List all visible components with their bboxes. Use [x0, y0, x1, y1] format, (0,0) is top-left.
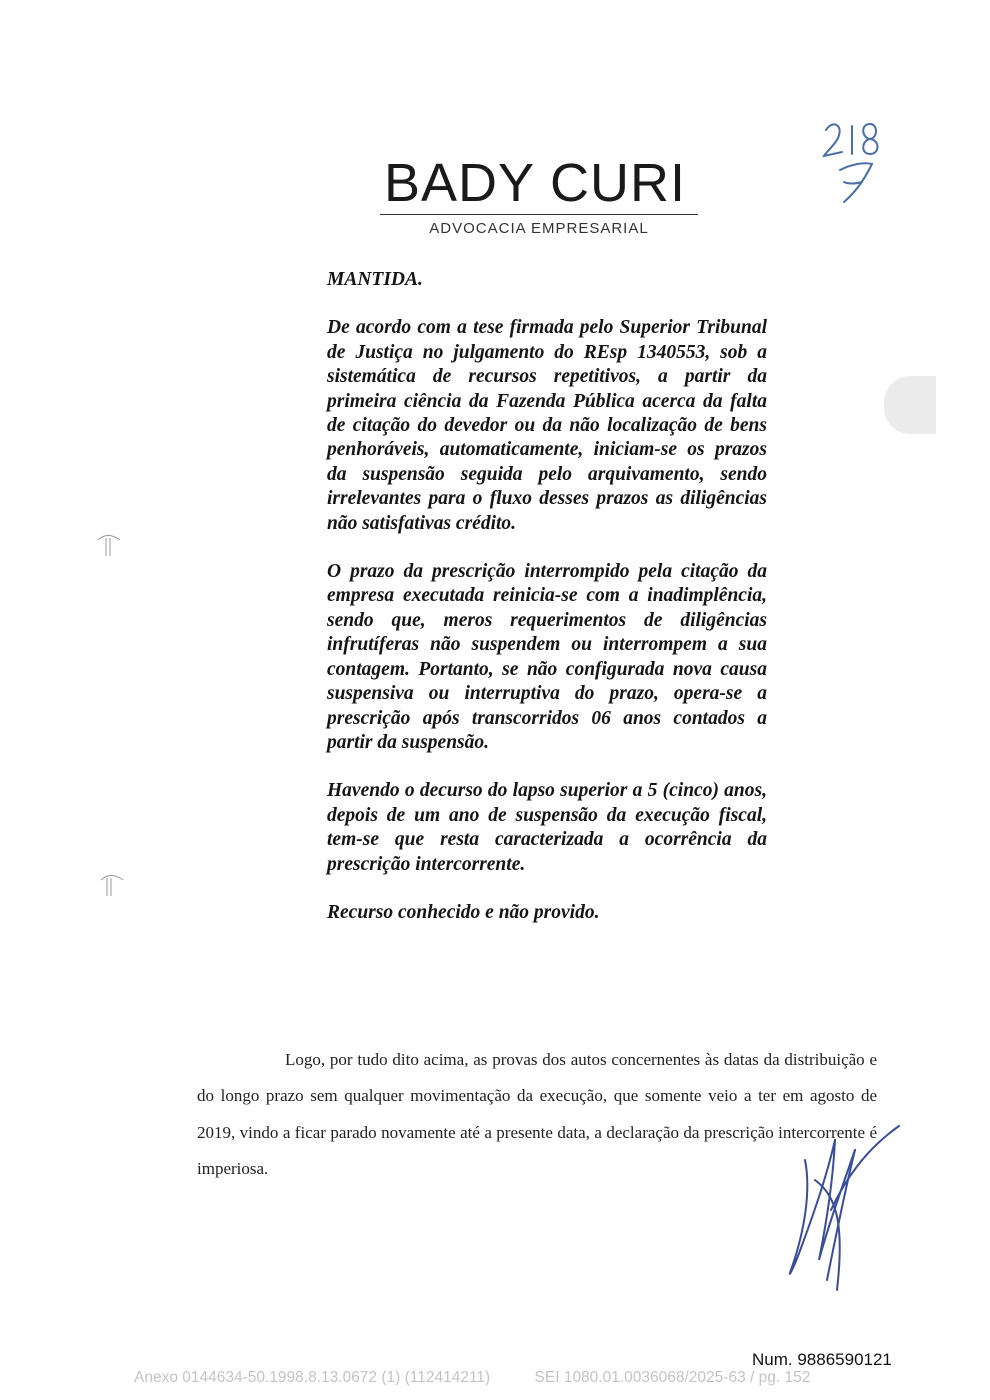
scan-side-stamp [884, 376, 936, 434]
punch-hole-mark [97, 868, 127, 898]
quoted-ementa [327, 268, 767, 925]
ementa-paragraph: De acordo com a tese firmada pelo Superior Tribunal de Justiça no julgamento do REsp 1340553, sob a sistemática de recursos repetitivos, a partir da primeira ciência da Fazenda Pública acerca da falta de citação do devedor ou da não localização de bens penhoráveis, automaticamente, iniciam-se os prazos da suspensão seguida pelo arquivamento, sendo irrelevantes para o fluxo desses prazos as diligências não satisfativas crédito. [327, 317, 767, 534]
handwritten-signature [775, 1120, 905, 1295]
letterhead-rule [380, 214, 698, 215]
firm-tagline: ADVOCACIA EMPRESARIAL [429, 220, 649, 237]
footer-reference [134, 1369, 894, 1387]
ementa-paragraph: Havendo o decurso do lapso superior a 5 (cinco) anos, depois de um ano de suspensão da execução fiscal, tem-se que resta caracterizada a ocorrência da prescrição intercorrente. [327, 780, 767, 875]
annex-reference: Anexo 0144634-50.1998.8.13.0672 (1) (112414211) [134, 1369, 491, 1386]
firm-name: BADY CURI [383, 153, 687, 213]
letterhead [370, 152, 700, 237]
ementa-paragraph: O prazo da prescrição interrompido pela citação da empresa executada reinicia-se com a inadimplência, sendo que, meros requerimentos de diligências infrutíferas não suspendem ou interrompem a sua contagem. Portanto, se não configurada nova causa suspensiva ou interruptiva do prazo, opera-se a prescrição após transcorridos 06 anos contados a partir da suspensão. [327, 561, 767, 753]
sei-reference: SEI 1080.01.0036068/2025-63 / pg. 152 [534, 1369, 811, 1386]
body-paragraph: Logo, por tudo dito acima, as provas dos autos concernentes às datas da distribuição e do longo prazo sem qualquer movimentação da execução, que somente veio a ter em agosto de 2019, vindo a ficar parado novamente até a presente data, a declaração da prescrição intercorrente é imperiosa. [197, 1050, 877, 1179]
handwritten-folio-mark [818, 112, 888, 207]
ementa-paragraph: Recurso conhecido e não provido. [327, 901, 600, 923]
ementa-heading: MANTIDA. [327, 269, 423, 290]
document-number: Num. 9886590121 [752, 1350, 892, 1369]
punch-hole-mark [94, 528, 124, 558]
